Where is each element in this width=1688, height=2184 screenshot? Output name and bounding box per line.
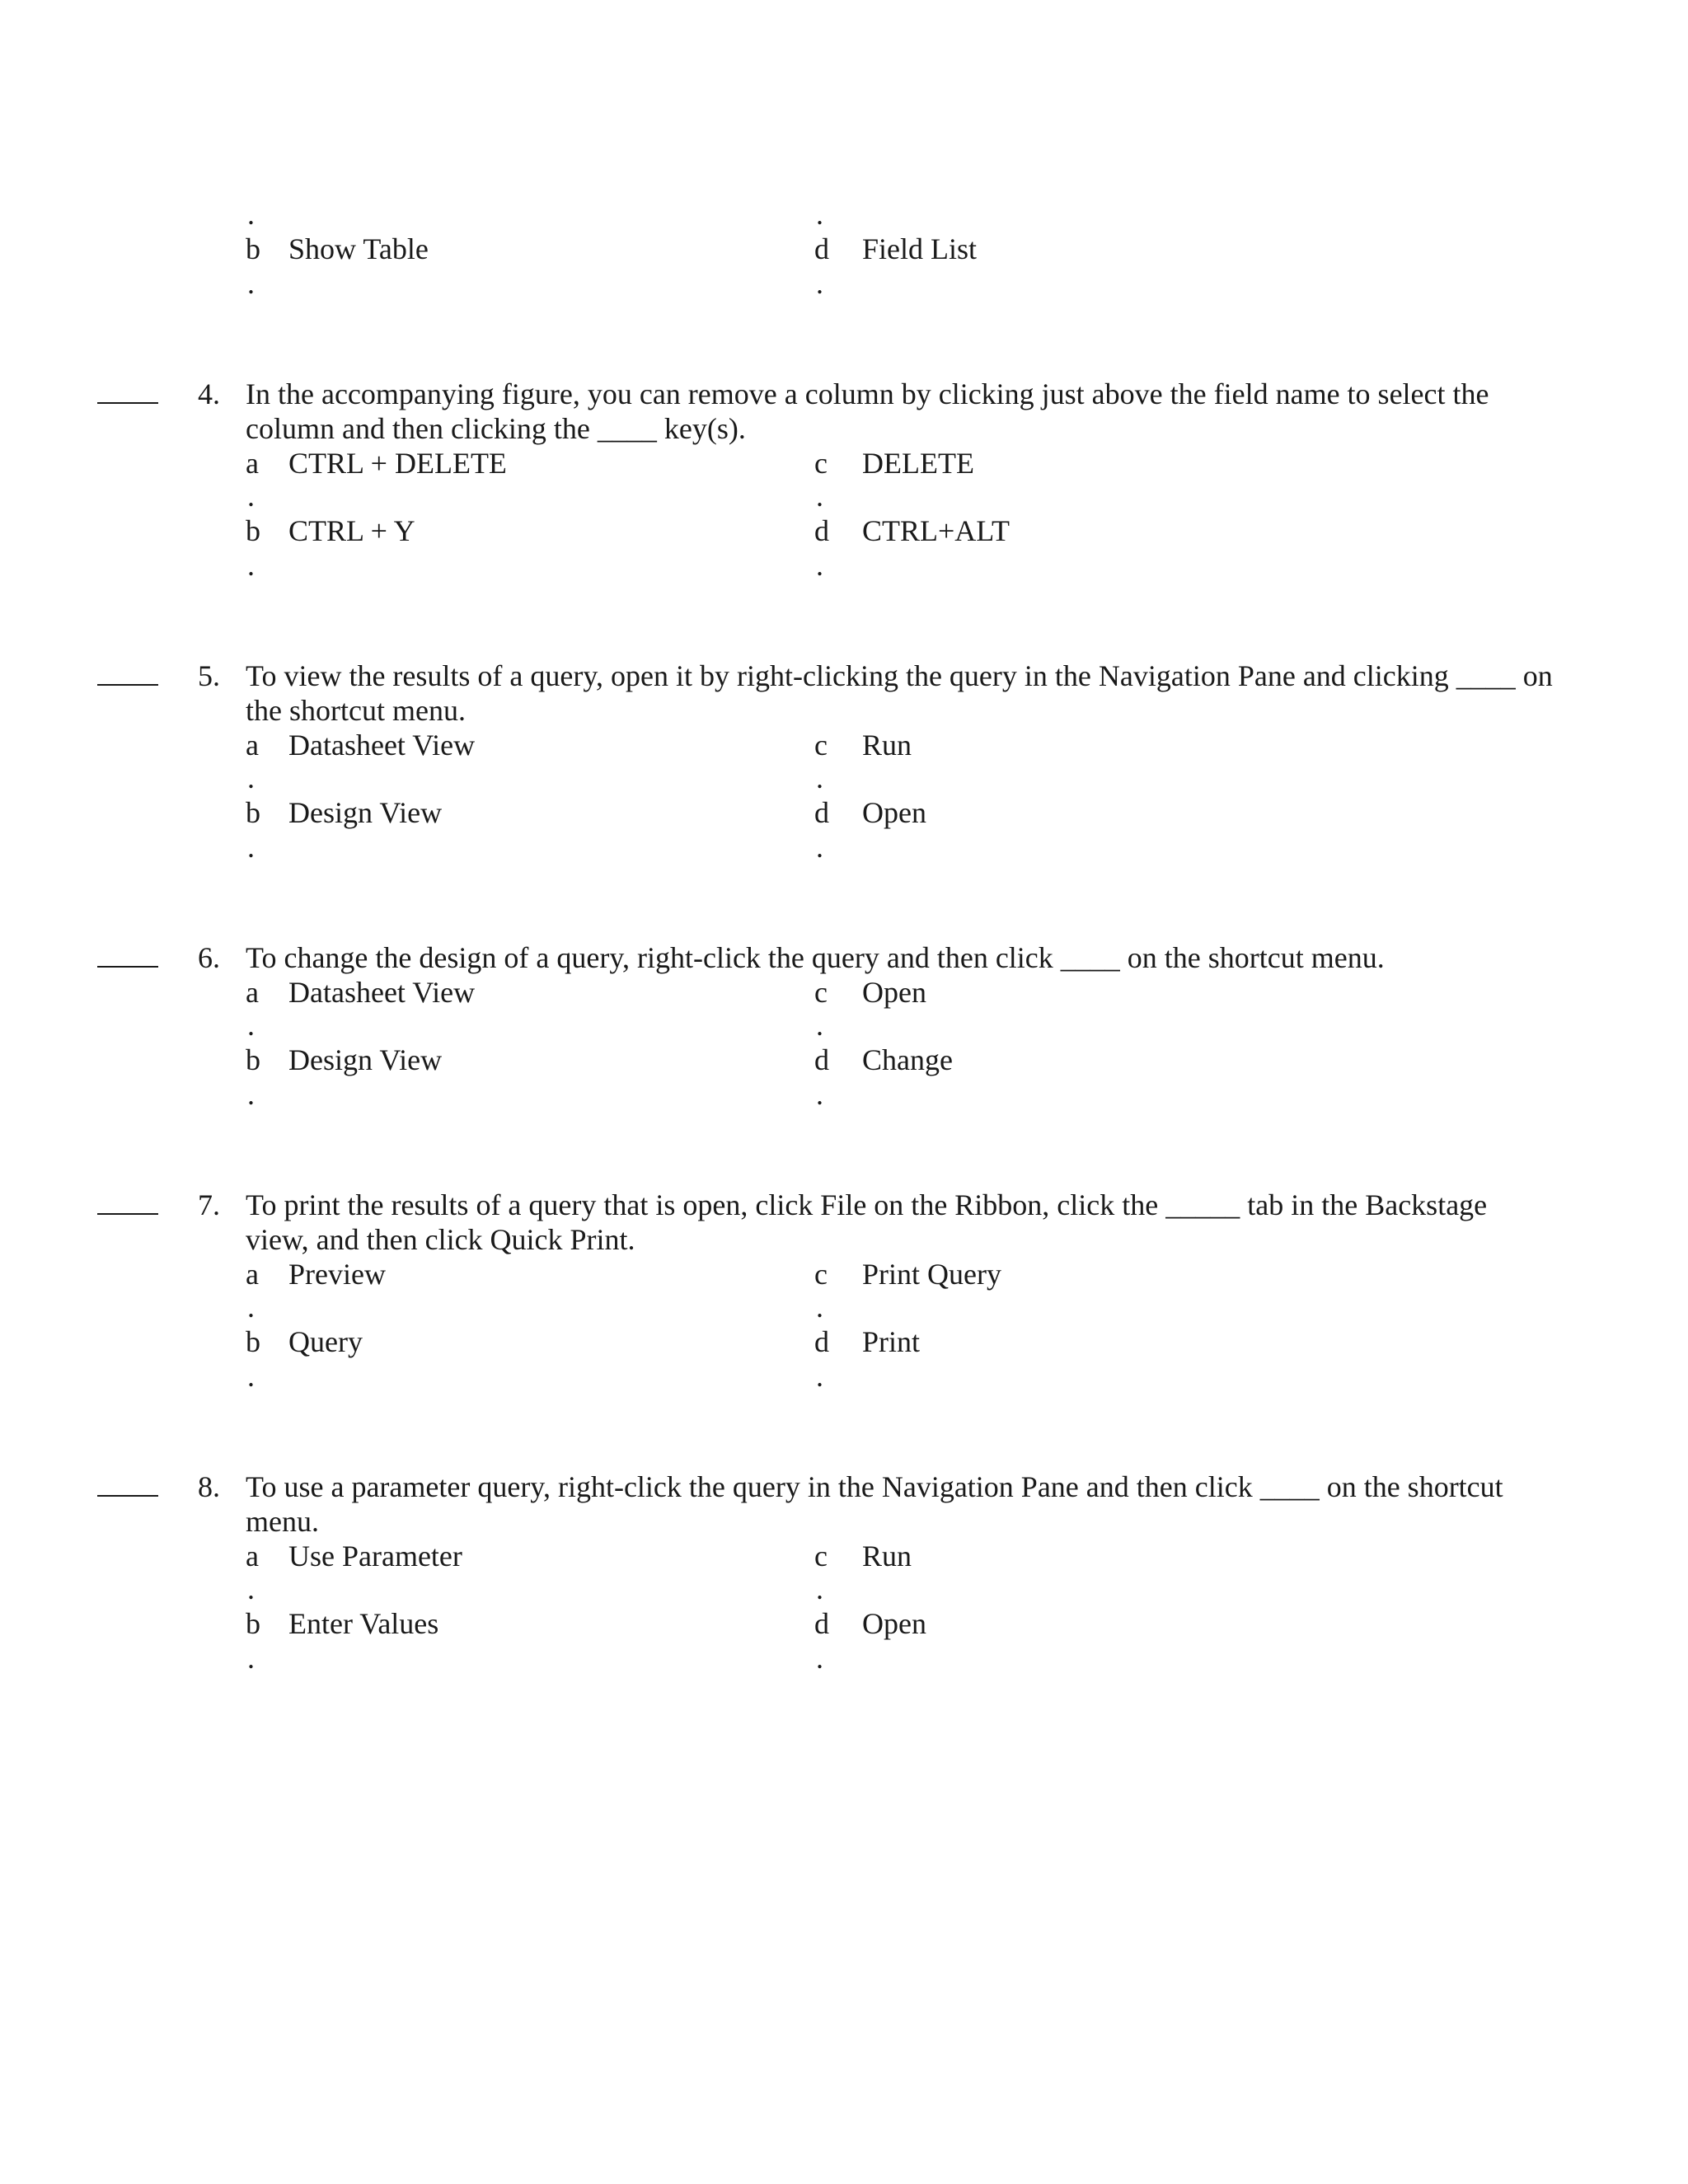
option-text: Print Query — [862, 1258, 1001, 1291]
question-stem-line: view, and then click Quick Print. — [246, 1223, 635, 1256]
option-text: Design View — [288, 1043, 443, 1076]
option-dot: . — [816, 762, 823, 794]
option-text: Run — [862, 1540, 912, 1572]
option-text: CTRL + DELETE — [288, 447, 507, 480]
option-dot: . — [816, 549, 823, 582]
option-letter: c — [814, 1258, 828, 1291]
option-text: Datasheet View — [288, 976, 476, 1009]
option-text: Query — [288, 1325, 363, 1358]
answer-blank — [97, 402, 158, 404]
option-letter: d — [814, 1043, 829, 1076]
option-letter: b — [246, 1043, 260, 1076]
option-letter: d — [814, 1607, 829, 1640]
question-stem-line: To use a parameter query, right-click the query in the Navigation Pane and then click ____ on the shortcut — [246, 1470, 1503, 1503]
option-text: Show Table — [288, 232, 429, 265]
answer-blank — [97, 1495, 158, 1497]
question-stem-line: menu. — [246, 1505, 319, 1538]
option-text: DELETE — [862, 447, 974, 480]
question-number: 7. — [198, 1188, 220, 1221]
option-text: Datasheet View — [288, 729, 476, 762]
option-letter: a — [246, 1258, 259, 1291]
option-dot: . — [816, 480, 823, 513]
option-dot: . — [247, 480, 255, 513]
option-text: Open — [862, 976, 926, 1009]
option-dot: . — [247, 762, 255, 794]
option-letter: c — [814, 976, 828, 1009]
option-dot: . — [247, 1572, 255, 1605]
question-stem-line: To view the results of a query, open it by right-clicking the query in the Navigation Pane and clicking ____ on — [246, 659, 1553, 692]
option-dot: . — [816, 267, 823, 300]
option-text: Use Parameter — [288, 1540, 462, 1572]
answer-blank — [97, 966, 158, 968]
option-letter: a — [246, 447, 259, 480]
option-letter: c — [814, 1540, 828, 1572]
option-letter: c — [814, 729, 828, 762]
option-dot: . — [247, 831, 255, 864]
option-dot: . — [816, 1291, 823, 1324]
question-number: 4. — [198, 377, 220, 410]
option-text: CTRL + Y — [288, 514, 415, 547]
question-stem-line: the shortcut menu. — [246, 694, 466, 727]
option-text: Open — [862, 1607, 926, 1640]
question-number: 6. — [198, 941, 220, 974]
option-letter: c — [814, 447, 828, 480]
option-text: Field List — [862, 232, 978, 265]
option-dot: . — [247, 198, 255, 231]
option-letter: d — [814, 796, 829, 829]
option-letter: b — [246, 1607, 260, 1640]
answer-blank — [97, 1213, 158, 1215]
option-dot: . — [816, 831, 823, 864]
option-text: Enter Values — [288, 1607, 439, 1640]
option-dot: . — [247, 1642, 255, 1675]
option-dot: . — [247, 549, 255, 582]
question-stem-line: In the accompanying figure, you can remove a column by clicking just above the field name to select the — [246, 377, 1489, 410]
option-dot: . — [816, 1572, 823, 1605]
question-number: 8. — [198, 1470, 220, 1503]
option-text: Design View — [288, 796, 443, 829]
option-dot: . — [816, 198, 823, 231]
option-dot: . — [247, 1291, 255, 1324]
option-letter: d — [814, 232, 829, 265]
option-letter: a — [246, 729, 259, 762]
option-letter: a — [246, 976, 259, 1009]
answer-blank — [97, 684, 158, 686]
option-dot: . — [816, 1078, 823, 1111]
option-letter: a — [246, 1540, 259, 1572]
question-stem-line: column and then clicking the ____ key(s). — [246, 412, 746, 445]
option-letter: d — [814, 1325, 829, 1358]
option-letter: d — [814, 514, 829, 547]
question-stem-line: To change the design of a query, right-click the query and then click ____ on the shortcut menu. — [246, 941, 1385, 974]
option-text: Change — [862, 1043, 953, 1076]
option-text: Open — [862, 796, 926, 829]
option-text: Run — [862, 729, 912, 762]
option-dot: . — [247, 1009, 255, 1042]
question-number: 5. — [198, 659, 220, 692]
option-dot: . — [247, 1360, 255, 1393]
option-dot: . — [816, 1360, 823, 1393]
question-stem-line: To print the results of a query that is open, click File on the Ribbon, click the _____ tab in the Backstage — [246, 1188, 1488, 1221]
option-letter: b — [246, 1325, 260, 1358]
option-dot: . — [816, 1009, 823, 1042]
option-letter: b — [246, 796, 260, 829]
option-dot: . — [247, 267, 255, 300]
option-dot: . — [247, 1078, 255, 1111]
option-text: Print — [862, 1325, 921, 1358]
option-text: Preview — [288, 1258, 386, 1291]
option-text: CTRL+ALT — [862, 514, 1010, 547]
option-letter: b — [246, 232, 260, 265]
option-dot: . — [816, 1642, 823, 1675]
option-letter: b — [246, 514, 260, 547]
